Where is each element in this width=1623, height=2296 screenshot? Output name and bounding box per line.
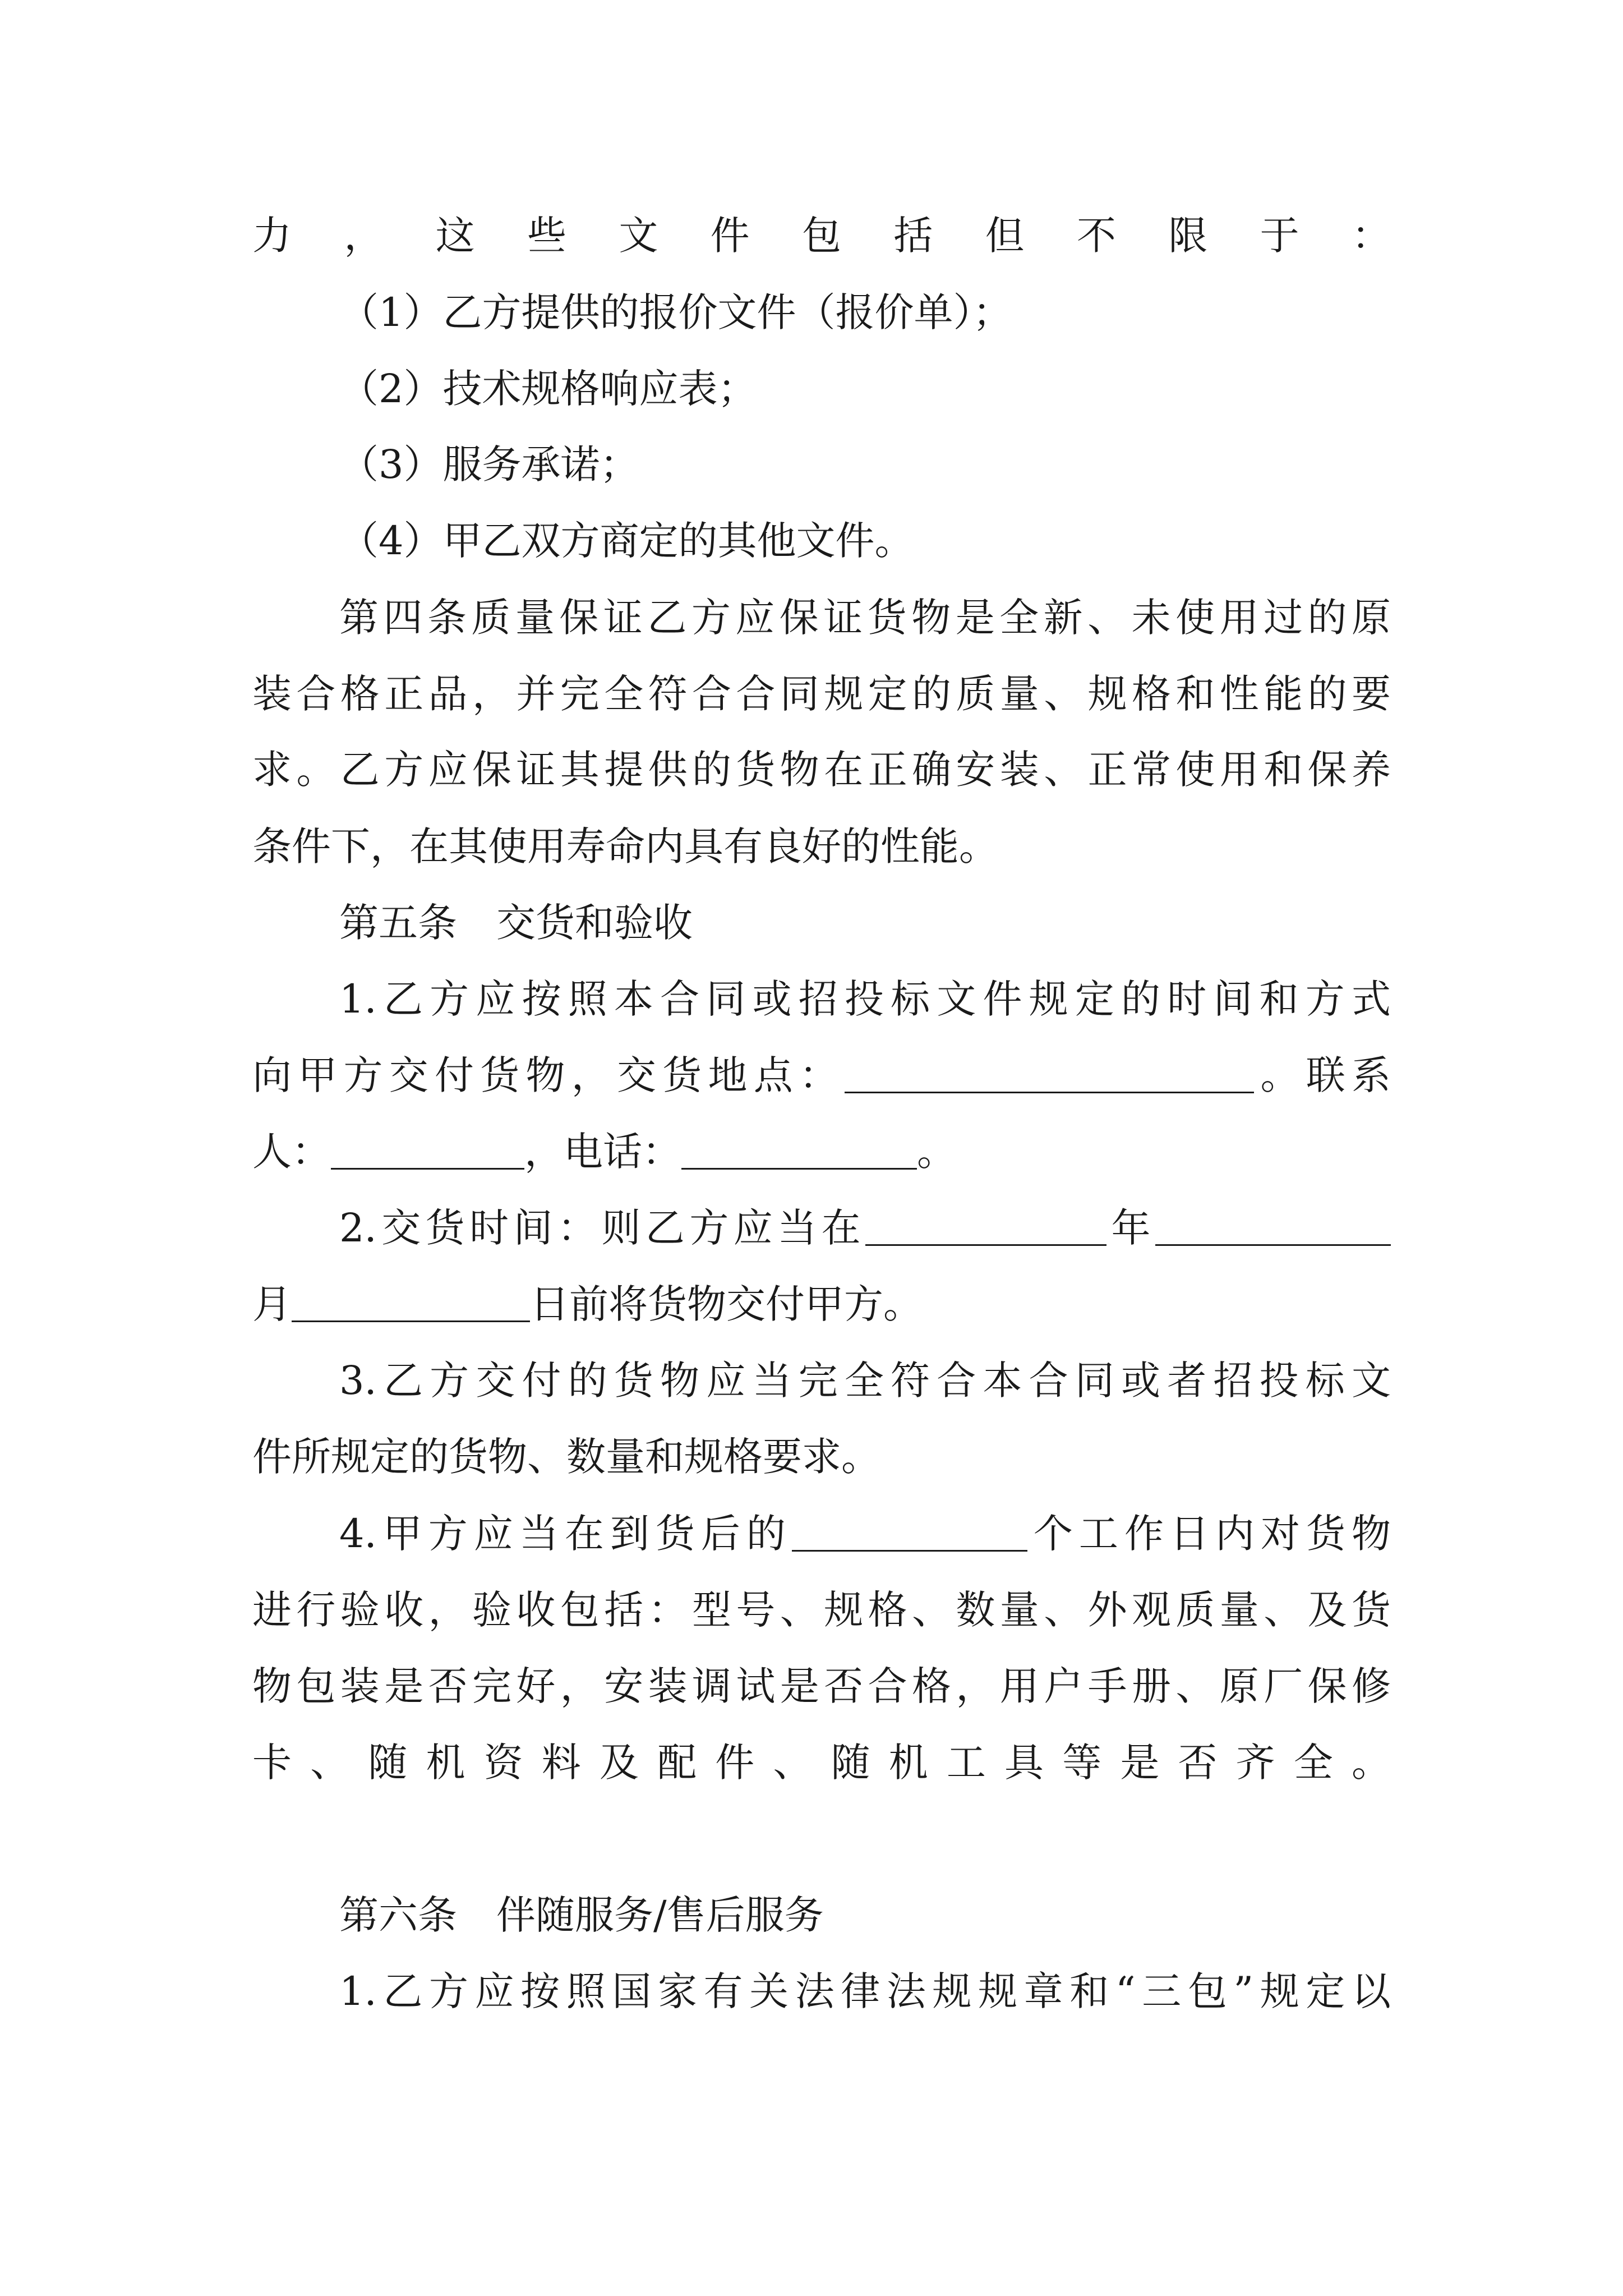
article-5-item-4-line-4: 卡、随机资料及配件、随机工具等是否齐全。: [252, 1740, 1391, 1786]
article-5-item-2-line-1: 2.交货时间：则乙方应当在 年: [339, 1203, 1391, 1253]
article-5-item-4-line-3: 物包装是否完好，安装调试是否合格，用户手册、原厂保修: [252, 1663, 1391, 1709]
article-5-item-4-line-2: 进行验收，验收包括：型号、规格、数量、外观质量、及货: [252, 1587, 1391, 1633]
article-5-item-1-line-2: 向甲方交付货物，交货地点： 。联系: [252, 1052, 1391, 1098]
article-4-line-2: 装合格正品，并完全符合合同规定的质量、规格和性能的要: [252, 671, 1391, 717]
delivery-location-blank: [845, 1057, 1254, 1093]
article-4-line-1: 第四条质量保证乙方应保证货物是全新、未使用过的原: [339, 595, 1391, 641]
article-4-line-3: 求。乙方应保证其提供的货物在正确安装、正常使用和保养: [252, 747, 1391, 793]
contact-person-blank: [331, 1133, 524, 1170]
article-5-item-1-line-3: 人： ，电话： 。: [252, 1129, 956, 1175]
article-5-item-3-line-2: 件所规定的货物、数量和规格要求。: [252, 1434, 880, 1480]
delivery-month-blank: [1155, 1209, 1391, 1246]
inspection-days-blank: [792, 1515, 1027, 1552]
text-line: 力，这些文件包括但不限于：: [252, 213, 1391, 259]
article-4-line-4: 条件下，在其使用寿命内具有良好的性能。: [252, 823, 998, 869]
phone-blank: [681, 1133, 917, 1170]
list-item-3: （3）服务承诺；: [339, 441, 639, 487]
list-item-1: （1）乙方提供的报价文件（报价单）；: [339, 289, 1012, 335]
article-5-item-2-line-2: 月 日前将货物交付甲方。: [252, 1281, 923, 1327]
article-5-item-3-line-1: 3.乙方交付的货物应当完全符合本合同或者招投标文: [339, 1358, 1391, 1404]
list-item-2: （2）技术规格响应表；: [339, 366, 757, 412]
list-item-4: （4）甲乙双方商定的其他文件。: [339, 518, 914, 564]
article-5-heading: 第五条 交货和验收: [339, 900, 693, 946]
article-6-item-1-line-1: 1.乙方应按照国家有关法律法规规章和“三包”规定以: [339, 1968, 1391, 2014]
article-5-item-4-line-1: 4.甲方应当在到货后的 个工作日内对货物: [339, 1511, 1391, 1557]
article-5-item-1-line-1: 1.乙方应按照本合同或招投标文件规定的时间和方式: [339, 976, 1391, 1022]
article-6-heading: 第六条 伴随服务/售后服务: [339, 1892, 824, 1938]
delivery-day-blank: [292, 1286, 530, 1322]
delivery-year-blank: [865, 1209, 1106, 1246]
